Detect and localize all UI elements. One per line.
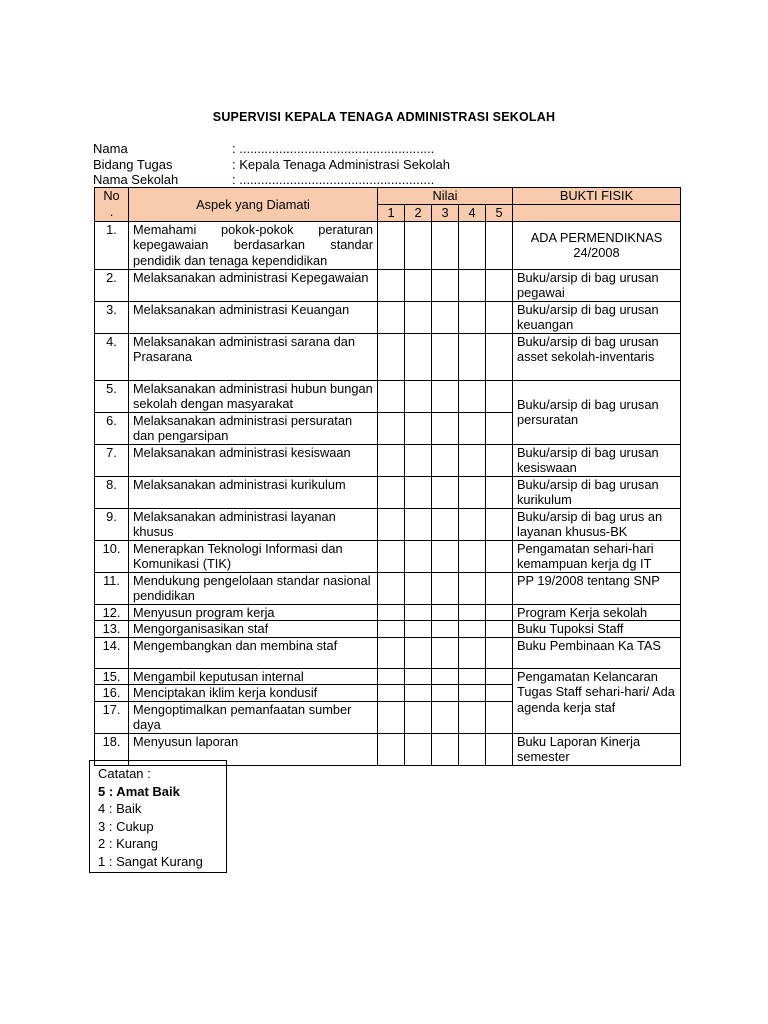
score-cell[interactable] [486, 444, 513, 476]
info-label: Bidang Tugas [93, 157, 173, 172]
row-aspek: Melaksanakan administrasi layanan khusus [129, 508, 378, 540]
row-bukti: ADA PERMENDIKNAS 24/2008 [513, 221, 681, 269]
row-aspek: Mengambil keputusan internal [129, 668, 378, 685]
catatan-title: Catatan : [98, 766, 151, 781]
row-bukti: Buku/arsip di bag urusan asset sekolah-inventaris [513, 333, 681, 380]
score-cell[interactable] [378, 733, 405, 765]
info-bidang-tugas [93, 157, 450, 172]
info-value: : ...................................................... [232, 141, 435, 156]
score-cell[interactable] [405, 637, 432, 668]
row-aspek: Mengorganisasikan staf [129, 621, 378, 638]
score-cell[interactable] [378, 540, 405, 572]
score-cell[interactable] [378, 701, 405, 733]
row-aspek: Menyusun program kerja [129, 604, 378, 621]
catatan-item: 1 : Sangat Kurang [98, 853, 203, 869]
table-row [95, 572, 681, 604]
table-row [95, 604, 681, 621]
score-cell[interactable] [405, 572, 432, 604]
score-cell[interactable] [486, 701, 513, 733]
header-score-4: 4 [459, 205, 486, 222]
score-cell[interactable] [432, 701, 459, 733]
row-no: 1. [95, 221, 129, 269]
row-bukti: Buku/arsip di bag urusan keuangan [513, 301, 681, 333]
score-cell[interactable] [432, 621, 459, 638]
score-cell[interactable] [378, 380, 405, 412]
table-row [95, 476, 681, 508]
score-cell[interactable] [432, 301, 459, 333]
table-row [95, 621, 681, 638]
row-no: 14. [95, 637, 129, 668]
row-aspek: Mengembangkan dan membina staf [129, 637, 378, 668]
score-cell[interactable] [432, 333, 459, 380]
score-cell[interactable] [486, 572, 513, 604]
score-cell[interactable] [432, 604, 459, 621]
score-cell[interactable] [432, 540, 459, 572]
row-no: 6. [95, 412, 129, 444]
score-cell[interactable] [459, 685, 486, 702]
catatan-box [89, 760, 227, 873]
row-no: 13. [95, 621, 129, 638]
score-cell[interactable] [432, 412, 459, 444]
row-bukti: Buku Pembinaan Ka TAS [513, 637, 681, 668]
row-bukti: PP 19/2008 tentang SNP [513, 572, 681, 604]
score-cell[interactable] [486, 508, 513, 540]
header-score-2: 2 [405, 205, 432, 222]
score-cell[interactable] [378, 301, 405, 333]
table-row [95, 540, 681, 572]
score-cell[interactable] [486, 733, 513, 765]
row-aspek: Mendukung pengelolaan standar nasional pendidikan [129, 572, 378, 604]
score-cell[interactable] [378, 508, 405, 540]
row-no: 2. [95, 269, 129, 301]
row-no: 10. [95, 540, 129, 572]
row-aspek: Melaksanakan administrasi sarana dan Prasarana [129, 333, 378, 380]
score-cell[interactable] [405, 269, 432, 301]
score-cell[interactable] [459, 572, 486, 604]
row-aspek: Melaksanakan administrasi kurikulum [129, 476, 378, 508]
header-score-5: 5 [486, 205, 513, 222]
score-cell[interactable] [405, 701, 432, 733]
score-cell[interactable] [432, 221, 459, 269]
score-cell[interactable] [459, 621, 486, 638]
table-row [95, 380, 681, 412]
row-bukti: Buku/arsip di bag urus an layanan khusus-BK [513, 508, 681, 540]
catatan-item: 2 : Kurang [98, 836, 158, 851]
score-cell[interactable] [432, 733, 459, 765]
info-nama [93, 141, 434, 156]
score-cell[interactable] [378, 621, 405, 638]
score-cell[interactable] [405, 540, 432, 572]
score-cell[interactable] [378, 269, 405, 301]
table-row [95, 444, 681, 476]
header-bukti-fisik: BUKTI FISIK [513, 188, 681, 205]
score-cell[interactable] [432, 444, 459, 476]
score-cell[interactable] [459, 380, 486, 412]
row-aspek: Menciptakan iklim kerja kondusif [129, 685, 378, 702]
header-no-label: No [103, 188, 120, 203]
score-cell[interactable] [486, 637, 513, 668]
header-no-dot: . [109, 203, 114, 219]
catatan-item: 4 : Baik [98, 801, 142, 816]
score-cell[interactable] [378, 572, 405, 604]
score-cell[interactable] [378, 412, 405, 444]
row-bukti: Buku/arsip di bag urusan persuratan [513, 380, 681, 444]
row-no: 9. [95, 508, 129, 540]
table-row [95, 637, 681, 668]
score-cell[interactable] [432, 668, 459, 685]
row-no: 7. [95, 444, 129, 476]
table-row [95, 333, 681, 380]
row-bukti: Pengamatan sehari-hari kemampuan kerja dg IT [513, 540, 681, 572]
score-cell[interactable] [459, 701, 486, 733]
score-cell[interactable] [432, 572, 459, 604]
row-no: 3. [95, 301, 129, 333]
row-aspek: Menyusun laporan [129, 733, 378, 765]
score-cell[interactable] [459, 444, 486, 476]
score-cell[interactable] [405, 221, 432, 269]
row-no: 16. [95, 685, 129, 702]
row-bukti: Program Kerja sekolah [513, 604, 681, 621]
row-aspek: Melaksanakan administrasi kesiswaan [129, 444, 378, 476]
row-no: 17. [95, 701, 129, 733]
row-aspek: Melaksanakan administrasi hubun bungan sekolah dengan masyarakat [129, 380, 378, 412]
info-value: : Kepala Tenaga Administrasi Sekolah [232, 157, 451, 172]
score-cell[interactable] [486, 333, 513, 380]
score-cell[interactable] [459, 604, 486, 621]
score-cell[interactable] [378, 476, 405, 508]
row-aspek: Melaksanakan administrasi persuratan dan pengarsipan [129, 412, 378, 444]
score-cell[interactable] [459, 221, 486, 269]
header-score-3: 3 [432, 205, 459, 222]
score-cell[interactable] [405, 301, 432, 333]
header-bukti-blank [513, 205, 681, 222]
header-score-1: 1 [378, 205, 405, 222]
score-cell[interactable] [405, 412, 432, 444]
score-cell[interactable] [378, 604, 405, 621]
info-nama-sekolah [93, 172, 434, 187]
row-aspek: Menerapkan Teknologi Informasi dan Komunikasi (TIK) [129, 540, 378, 572]
score-cell[interactable] [459, 333, 486, 380]
row-aspek: Melaksanakan administrasi Kepegawaian [129, 269, 378, 301]
score-cell[interactable] [486, 380, 513, 412]
score-cell[interactable] [432, 380, 459, 412]
score-cell[interactable] [405, 668, 432, 685]
score-cell[interactable] [405, 604, 432, 621]
score-cell[interactable] [378, 685, 405, 702]
row-aspek: Memahami pokok-pokok peraturan kepegawaian berdasarkan standar pendidik dan tenaga kependidikan [129, 221, 378, 269]
score-cell[interactable] [459, 301, 486, 333]
table-row [95, 221, 681, 269]
supervision-table [94, 187, 681, 766]
score-cell[interactable] [486, 621, 513, 638]
score-cell[interactable] [486, 301, 513, 333]
row-no: 4. [95, 333, 129, 380]
score-cell[interactable] [405, 733, 432, 765]
row-aspek: Mengoptimalkan pemanfaatan sumber daya [129, 701, 378, 733]
row-bukti: Pengamatan Kelancaran Tugas Staff sehari-hari/ Ada agenda kerja staf [513, 668, 681, 733]
score-cell[interactable] [405, 476, 432, 508]
score-cell[interactable] [486, 412, 513, 444]
header-no [95, 188, 129, 222]
score-cell[interactable] [432, 269, 459, 301]
header-aspek: Aspek yang Diamati [129, 188, 378, 222]
score-cell[interactable] [486, 604, 513, 621]
score-cell[interactable] [405, 333, 432, 380]
score-cell[interactable] [486, 685, 513, 702]
score-cell[interactable] [432, 685, 459, 702]
score-cell[interactable] [378, 221, 405, 269]
info-value: : ...................................................... [232, 172, 435, 187]
table-row [95, 301, 681, 333]
row-aspek: Melaksanakan administrasi Keuangan [129, 301, 378, 333]
score-cell[interactable] [432, 637, 459, 668]
score-cell[interactable] [378, 333, 405, 380]
info-label: Nama [93, 141, 128, 156]
row-no: 15. [95, 668, 129, 685]
row-bukti: Buku Tupoksi Staff [513, 621, 681, 638]
row-no: 8. [95, 476, 129, 508]
score-cell[interactable] [459, 668, 486, 685]
document-title: SUPERVISI KEPALA TENAGA ADMINISTRASI SEKOLAH [212, 110, 556, 124]
score-cell[interactable] [378, 668, 405, 685]
score-cell[interactable] [486, 221, 513, 269]
row-bukti: Buku/arsip di bag urusan kesiswaan [513, 444, 681, 476]
score-cell[interactable] [459, 269, 486, 301]
row-bukti: Buku/arsip di bag urusan pegawai [513, 269, 681, 301]
row-bukti: Buku Laporan Kinerja semester [513, 733, 681, 765]
table-row [95, 668, 681, 685]
score-cell[interactable] [405, 621, 432, 638]
score-cell[interactable] [486, 668, 513, 685]
score-cell[interactable] [486, 269, 513, 301]
table-row [95, 269, 681, 301]
score-cell[interactable] [405, 444, 432, 476]
score-cell[interactable] [405, 380, 432, 412]
score-cell[interactable] [486, 476, 513, 508]
score-cell[interactable] [459, 412, 486, 444]
score-cell[interactable] [459, 508, 486, 540]
row-no: 11. [95, 572, 129, 604]
row-no: 18. [95, 733, 129, 765]
header-nilai: Nilai [378, 188, 513, 205]
row-bukti: Buku/arsip di bag urusan kurikulum [513, 476, 681, 508]
catatan-item: 3 : Cukup [98, 818, 154, 834]
table-row [95, 508, 681, 540]
score-cell[interactable] [486, 540, 513, 572]
score-cell[interactable] [459, 637, 486, 668]
score-cell[interactable] [378, 637, 405, 668]
row-no: 5. [95, 380, 129, 412]
row-no: 12. [95, 604, 129, 621]
score-cell[interactable] [459, 733, 486, 765]
info-label: Nama Sekolah [93, 172, 179, 187]
score-cell[interactable] [459, 476, 486, 508]
score-cell[interactable] [405, 508, 432, 540]
catatan-item: 5 : Amat Baik [98, 783, 180, 799]
score-cell[interactable] [405, 685, 432, 702]
score-cell[interactable] [432, 508, 459, 540]
score-cell[interactable] [459, 540, 486, 572]
score-cell[interactable] [432, 476, 459, 508]
score-cell[interactable] [378, 444, 405, 476]
